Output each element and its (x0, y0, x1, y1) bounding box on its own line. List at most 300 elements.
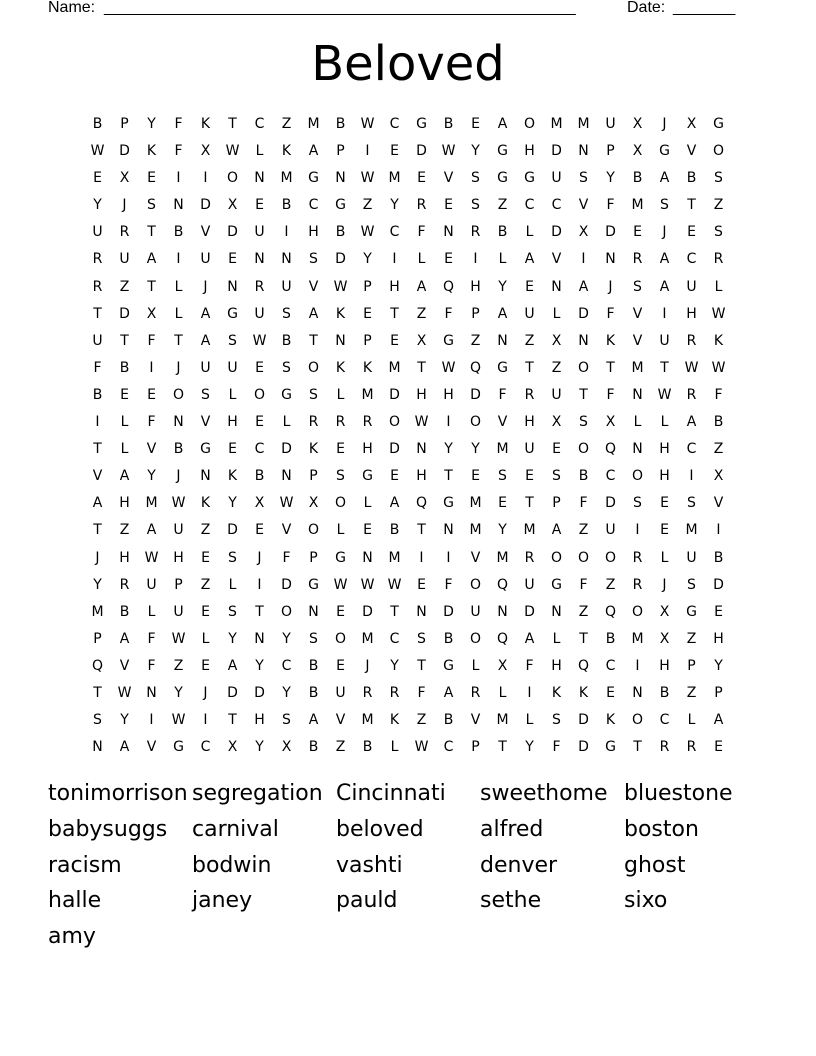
grid-letter: L (498, 251, 507, 268)
grid-letter: E (336, 603, 345, 620)
grid-letter: N (632, 684, 643, 701)
grid-letter: R (470, 224, 481, 241)
grid-letter: E (417, 170, 426, 187)
grid-letter: F (147, 414, 156, 431)
grid-letter: X (308, 495, 319, 512)
grid-letter: V (578, 197, 589, 214)
grid-letter: V (146, 441, 157, 458)
grid-letter: B (713, 549, 724, 566)
grid-letter: F (579, 495, 588, 512)
grid-letter: M (685, 522, 698, 539)
grid-letter: X (200, 143, 211, 160)
grid-letter: A (524, 251, 535, 268)
grid-letter: X (416, 332, 427, 349)
grid-letter: I (662, 305, 667, 322)
grid-letter: G (308, 576, 319, 593)
grid-letter: I (392, 251, 397, 268)
grid-letter: B (497, 224, 508, 241)
grid-letter: D (227, 684, 238, 701)
grid-letter: U (524, 305, 535, 322)
grid-letter: O (469, 630, 482, 647)
grid-letter: B (119, 359, 130, 376)
grid-letter: L (714, 278, 723, 295)
grid-letter: Q (91, 657, 104, 674)
grid-letter: N (227, 278, 238, 295)
grid-letter: T (228, 712, 237, 729)
grid-letter: J (176, 468, 181, 485)
grid-letter: V (470, 549, 481, 566)
grid-letter: H (524, 143, 535, 160)
grid-letter: T (93, 441, 102, 458)
grid-letter: T (93, 522, 102, 539)
grid-letter: H (524, 414, 535, 431)
grid-letter: N (497, 332, 508, 349)
grid-letter: A (524, 630, 535, 647)
grid-letter: G (497, 143, 508, 160)
grid-letter: M (361, 386, 374, 403)
grid-letter: Y (444, 441, 453, 458)
grid-letter: R (389, 684, 400, 701)
grid-letter: N (497, 603, 508, 620)
grid-letter: G (308, 170, 319, 187)
grid-letter: F (417, 684, 426, 701)
grid-letter: M (496, 549, 509, 566)
grid-letter: L (660, 549, 669, 566)
grid-letter: P (552, 495, 561, 512)
grid-letter: S (282, 712, 291, 729)
grid-letter: H (470, 278, 481, 295)
grid-letter: S (714, 170, 723, 187)
grid-letter: C (254, 441, 265, 458)
page-title: Beloved (311, 36, 505, 92)
grid-letter: W (441, 143, 456, 160)
grid-letter: R (92, 278, 103, 295)
grid-letter: D (254, 684, 265, 701)
grid-letter: I (176, 170, 181, 187)
grid-letter: O (631, 603, 644, 620)
grid-letter: L (687, 712, 696, 729)
grid-letter: M (388, 549, 401, 566)
grid-letter: B (578, 468, 589, 485)
grid-letter: I (149, 359, 154, 376)
grid-letter: U (659, 332, 670, 349)
grid-letter: Y (228, 630, 237, 647)
grid-letter: F (579, 576, 588, 593)
grid-letter: S (687, 495, 696, 512)
grid-letter: E (120, 386, 129, 403)
grid-letter: D (281, 441, 292, 458)
grid-letter: E (363, 305, 372, 322)
grid-letter: U (551, 386, 562, 403)
grid-letter: U (146, 576, 157, 593)
grid-letter: A (146, 522, 157, 539)
grid-letter: A (308, 712, 319, 729)
grid-letter: G (281, 386, 292, 403)
grid-letter: L (201, 630, 210, 647)
grid-letter: B (443, 116, 454, 132)
grid-letter: Z (281, 116, 292, 132)
grid-letter: W (360, 116, 375, 132)
grid-letter: G (173, 739, 184, 756)
grid-letter: Y (174, 684, 183, 701)
grid-letter: Y (228, 495, 237, 512)
grid-letter: Z (416, 305, 427, 322)
grid-letter: L (525, 712, 534, 729)
grid-letter: U (92, 332, 103, 349)
grid-letter: U (200, 359, 211, 376)
grid-letter: Y (390, 657, 399, 674)
grid-letter: O (172, 386, 185, 403)
grid-letter: K (335, 305, 346, 322)
grid-letter: C (686, 251, 697, 268)
grid-letter: E (147, 386, 156, 403)
grid-letter: T (417, 522, 426, 539)
grid-letter: S (498, 468, 507, 485)
grid-letter: V (632, 305, 643, 322)
grid-letter: S (93, 712, 102, 729)
grid-letter: M (91, 603, 104, 620)
grid-letter: X (497, 657, 508, 674)
grid-letter: K (605, 712, 616, 729)
grid-letter: M (631, 359, 644, 376)
grid-letter: F (606, 305, 615, 322)
grid-letter: V (335, 712, 346, 729)
grid-letter: A (200, 332, 211, 349)
grid-letter: X (551, 414, 562, 431)
grid-letter: U (92, 224, 103, 241)
grid-letter: F (174, 116, 183, 132)
grid-letter: D (578, 739, 589, 756)
grid-letter: Q (604, 603, 617, 620)
grid-letter: R (632, 576, 643, 593)
grid-letter: N (146, 684, 157, 701)
grid-letter: J (176, 359, 181, 376)
grid-letter: L (633, 414, 642, 431)
grid-letter: Z (416, 712, 427, 729)
grid-letter: K (200, 116, 211, 132)
grid-letter: Z (713, 197, 724, 214)
grid-letter: N (578, 332, 589, 349)
grid-letter: I (419, 549, 424, 566)
grid-letter: Y (282, 630, 291, 647)
grid-letter: C (200, 739, 211, 756)
grid-letter: T (417, 359, 426, 376)
grid-letter: M (469, 522, 482, 539)
grid-letter: B (443, 712, 454, 729)
grid-letter: Z (524, 332, 535, 349)
grid-letter: Z (605, 576, 616, 593)
grid-letter: Z (497, 197, 508, 214)
grid-letter: D (416, 143, 427, 160)
grid-letter: D (578, 305, 589, 322)
grid-letter: R (254, 278, 265, 295)
grid-letter: S (201, 386, 210, 403)
grid-letter: G (443, 495, 454, 512)
grid-letter: Z (119, 522, 130, 539)
grid-letter: J (662, 224, 667, 241)
grid-letter: V (200, 414, 211, 431)
grid-letter: X (146, 305, 157, 322)
grid-letter: I (284, 224, 289, 241)
grid-letter: F (606, 197, 615, 214)
grid-letter: D (227, 224, 238, 241)
grid-letter: E (633, 224, 642, 241)
grid-letter: S (552, 468, 561, 485)
grid-letter: D (362, 603, 373, 620)
grid-letter: C (605, 657, 616, 674)
grid-letter: W (117, 684, 132, 701)
grid-letter: K (362, 359, 373, 376)
grid-letter: G (551, 576, 562, 593)
grid-letter: B (362, 739, 373, 756)
grid-letter: R (524, 386, 535, 403)
grid-letter: L (363, 495, 372, 512)
grid-letter: D (443, 603, 454, 620)
grid-letter: E (228, 441, 237, 458)
grid-letter: W (711, 305, 726, 322)
grid-letter: G (200, 441, 211, 458)
grid-letter: Y (525, 739, 534, 756)
grid-letter: D (389, 441, 400, 458)
word-list-item: sethe (480, 888, 542, 914)
grid-letter: R (119, 576, 130, 593)
grid-letter: O (577, 441, 590, 458)
grid-letter: J (608, 278, 613, 295)
grid-letter: S (336, 468, 345, 485)
grid-letter: Q (442, 278, 455, 295)
grid-letter: T (525, 359, 534, 376)
grid-letter: F (498, 386, 507, 403)
date-blank-line: _______ (673, 0, 736, 16)
word-list-item: pauld (336, 888, 398, 914)
grid-letter: S (228, 549, 237, 566)
grid-letter: F (444, 305, 453, 322)
grid-letter: E (255, 414, 264, 431)
grid-letter: H (389, 278, 400, 295)
grid-letter: D (524, 603, 535, 620)
grid-letter: E (363, 522, 372, 539)
grid-letter: Z (686, 684, 697, 701)
grid-letter: U (524, 576, 535, 593)
grid-letter: B (686, 170, 697, 187)
grid-letter: V (200, 224, 211, 241)
word-list-item: amy (48, 924, 96, 950)
grid-letter: D (119, 143, 130, 160)
grid-letter: C (524, 197, 535, 214)
grid-letter: W (441, 359, 456, 376)
word-list-item: carnival (192, 816, 279, 842)
grid-letter: V (119, 657, 130, 674)
grid-letter: S (471, 197, 480, 214)
grid-letter: M (631, 630, 644, 647)
grid-letter: O (334, 630, 347, 647)
grid-letter: D (227, 522, 238, 539)
grid-letter: R (308, 414, 319, 431)
grid-letter: Y (147, 468, 156, 485)
grid-letter: E (525, 468, 534, 485)
grid-letter: Z (578, 603, 589, 620)
grid-letter: K (146, 143, 157, 160)
grid-letter: O (577, 549, 590, 566)
grid-letter: M (280, 170, 293, 187)
grid-letter: S (228, 332, 237, 349)
grid-letter: X (605, 414, 616, 431)
grid-letter: A (443, 684, 454, 701)
grid-letter: S (147, 197, 156, 214)
grid-letter: H (254, 712, 265, 729)
word-list-item: sixo (624, 888, 668, 914)
grid-letter: K (605, 332, 616, 349)
grid-letter: R (632, 549, 643, 566)
grid-letter: L (255, 143, 264, 160)
grid-letter: T (93, 684, 102, 701)
word-list (48, 776, 768, 955)
grid-letter: L (336, 386, 345, 403)
grid-letter: P (309, 468, 318, 485)
word-list-item: babysuggs (48, 816, 168, 842)
grid-letter: J (203, 684, 208, 701)
grid-letter: N (254, 170, 265, 187)
grid-letter: I (257, 576, 262, 593)
grid-letter: T (390, 603, 399, 620)
grid-letter: W (171, 712, 186, 729)
grid-letter: A (389, 495, 400, 512)
grid-letter: F (525, 657, 534, 674)
grid-letter: R (362, 684, 373, 701)
grid-letter: V (686, 143, 697, 160)
grid-letter: D (119, 305, 130, 322)
grid-letter: C (605, 468, 616, 485)
grid-letter: N (281, 251, 292, 268)
grid-letter: Q (415, 495, 428, 512)
grid-letter: K (308, 441, 319, 458)
grid-letter: M (496, 441, 509, 458)
grid-letter: W (225, 143, 240, 160)
grid-letter: R (659, 739, 670, 756)
grid-letter: O (307, 359, 320, 376)
grid-letter: B (281, 197, 292, 214)
grid-letter: P (93, 630, 102, 647)
grid-letter: L (147, 603, 156, 620)
grid-letter: H (443, 386, 454, 403)
grid-letter: A (308, 143, 319, 160)
word-list-item: ghost (624, 852, 686, 878)
grid-letter: U (551, 170, 562, 187)
grid-letter: J (122, 197, 127, 214)
grid-letter: T (579, 386, 588, 403)
grid-letter: C (443, 739, 454, 756)
grid-letter: M (145, 495, 158, 512)
grid-letter: L (228, 576, 237, 593)
grid-letter: S (633, 495, 642, 512)
grid-letter: N (173, 197, 184, 214)
grid-letter: J (203, 278, 208, 295)
grid-letter: E (255, 197, 264, 214)
grid-letter: W (252, 332, 267, 349)
grid-letter: G (335, 549, 346, 566)
grid-letter: R (713, 251, 724, 268)
grid-letter: C (686, 441, 697, 458)
grid-letter: L (525, 224, 534, 241)
grid-letter: B (308, 657, 319, 674)
grid-letter: I (527, 684, 532, 701)
grid-letter: Q (577, 657, 590, 674)
grid-letter: B (335, 224, 346, 241)
grid-letter: O (550, 549, 563, 566)
grid-letter: K (227, 468, 238, 485)
grid-letter: X (227, 197, 238, 214)
grid-letter: G (443, 657, 454, 674)
grid-letter: E (525, 278, 534, 295)
grid-letter: C (389, 116, 400, 132)
grid-letter: R (119, 224, 130, 241)
grid-letter: E (390, 468, 399, 485)
grid-letter: R (92, 251, 103, 268)
grid-letter: O (631, 468, 644, 485)
grid-letter: I (149, 712, 154, 729)
grid-letter: Y (93, 197, 102, 214)
grid-letter: T (606, 359, 615, 376)
grid-letter: F (417, 224, 426, 241)
grid-letter: Z (173, 657, 184, 674)
grid-letter: Y (471, 441, 480, 458)
grid-letter: Q (604, 441, 617, 458)
grid-letter: O (334, 495, 347, 512)
grid-letter: G (227, 305, 238, 322)
grid-letter: B (281, 332, 292, 349)
grid-letter: S (579, 170, 588, 187)
grid-letter: T (444, 468, 453, 485)
grid-letter: N (416, 441, 427, 458)
grid-letter: S (282, 305, 291, 322)
word-list-item: beloved (336, 816, 424, 842)
grid-letter: V (470, 712, 481, 729)
grid-letter: C (551, 197, 562, 214)
grid-letter: X (713, 468, 724, 485)
grid-letter: M (361, 630, 374, 647)
grid-letter: Y (390, 197, 399, 214)
grid-letter: E (714, 603, 723, 620)
grid-letter: A (551, 522, 562, 539)
letter-grid (84, 111, 732, 761)
grid-letter: V (497, 414, 508, 431)
grid-letter: H (551, 657, 562, 674)
grid-letter: Z (470, 332, 481, 349)
grid-letter: M (361, 712, 374, 729)
grid-letter: P (687, 657, 696, 674)
grid-letter: K (713, 332, 724, 349)
grid-letter: D (200, 197, 211, 214)
grid-letter: T (174, 332, 183, 349)
grid-letter: B (308, 684, 319, 701)
grid-letter: W (360, 576, 375, 593)
grid-letter: V (713, 495, 724, 512)
grid-letter: I (95, 414, 100, 431)
grid-letter: G (497, 359, 508, 376)
grid-letter: L (498, 684, 507, 701)
grid-letter: J (662, 116, 667, 132)
grid-letter: S (309, 386, 318, 403)
grid-letter: G (362, 468, 373, 485)
grid-letter: M (523, 522, 536, 539)
grid-letter: T (687, 197, 696, 214)
grid-letter: G (686, 603, 697, 620)
grid-letter: K (200, 495, 211, 512)
word-list-item: denver (480, 852, 558, 878)
grid-letter: C (254, 116, 265, 132)
grid-letter: A (119, 739, 130, 756)
grid-letter: P (120, 116, 129, 132)
